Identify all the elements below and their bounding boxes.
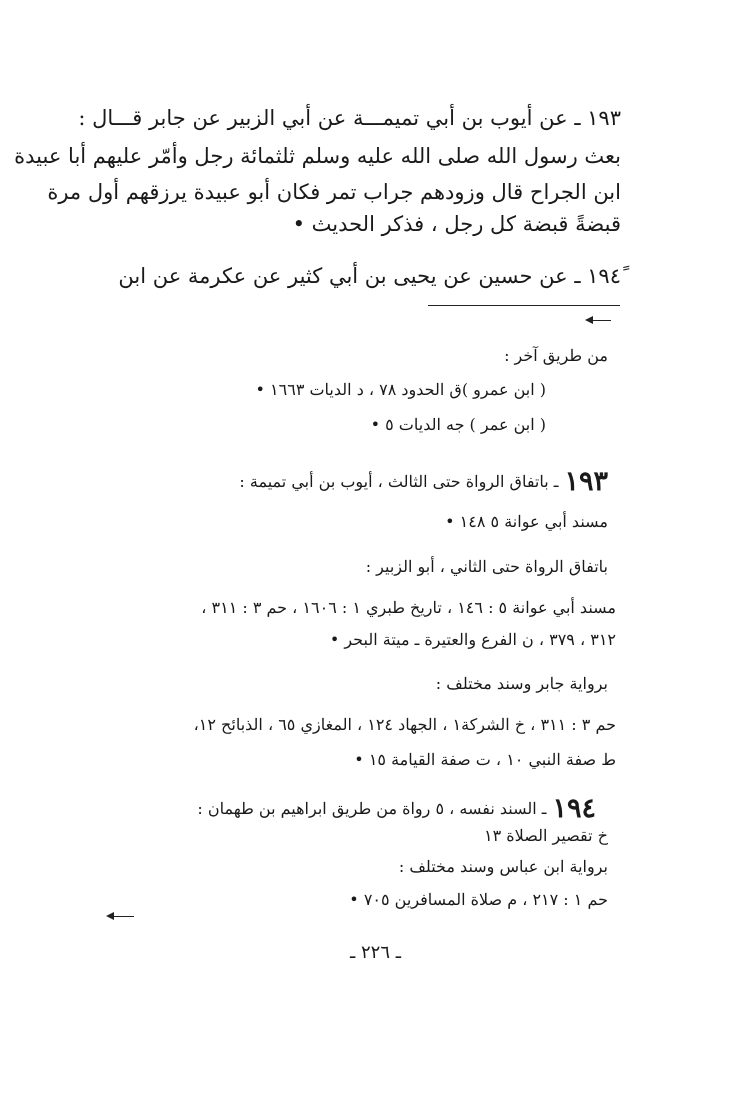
note-abu-awana-2: مسند أبي عوانة ٥ : ١٤٦ ، تاريخ طبري ١ : ١٦٠٦ ، حم ٣ : ٣١١ ،: [201, 598, 616, 617]
note-194-heading: [197, 793, 596, 825]
note-other-route-heading: من طريق آخر :: [504, 346, 608, 365]
footnote-separator: [428, 305, 620, 306]
note-ibn-umar: ( ابن عمر ) جه الديات ٥ •: [370, 415, 546, 434]
note-jabir-heading: برواية جابر وسند مختلف :: [435, 674, 608, 693]
note-second-narrator: باتفاق الرواة حتى الثاني ، أبو الزبير :: [365, 557, 608, 576]
note-ibn-amr: ( ابن عمرو )ق الحدود ٧٨ ، د الديات ١٦٦٣ •: [255, 380, 546, 399]
hadith-193-line-4: قبضةً قبضة كل رجل ، فذكر الحديث •: [292, 212, 621, 236]
hadith-193-line-1: ١٩٣ ـ عن أيوب بن أبي تميمـــة عن أبي الزبير عن جابر قـــال :: [78, 106, 621, 130]
hadith-193-line-2: بعث رسول الله صلى الله عليه وسلم ثلثمائة رجل وأمّر عليهم أبا عبيدة: [14, 144, 621, 168]
note-ibn-abbas-heading: برواية ابن عباس وسند مختلف :: [398, 857, 608, 876]
continuation-arrow-icon: [587, 320, 611, 321]
note-193-number: ١٩٣: [564, 466, 608, 497]
page-number: ـ ٢٢٦ ـ: [349, 942, 401, 963]
note-bukhari-prayer: خ تقصير الصلاة ١٣: [484, 826, 608, 845]
note-abu-awana-1: مسند أبي عوانة ٥ ١٤٨ •: [445, 512, 608, 531]
note-193-text: ـ باتفاق الرواة حتى الثالث ، أيوب بن أبي تميمة :: [239, 472, 559, 491]
continuation-arrow-icon: [108, 916, 134, 917]
hadith-194-line-1: ١٩٤ً ـ عن حسين عن يحيى بن أبي كثير عن عكرمة عن ابن: [118, 264, 621, 288]
note-bukhari-refs: حم ٣ : ٣١١ ، خ الشركة١ ، الجهاد ١٢٤ ، المغازي ٦٥ ، الذبائح ١٢،: [193, 715, 616, 734]
note-194-text: ـ السند نفسه ، ٥ رواة من طريق ابراهيم بن طهمان :: [197, 799, 547, 818]
note-193-heading: [239, 466, 608, 498]
note-tirmidhi-refs: ط صفة النبي ١٠ ، ت صفة القيامة ١٥ •: [354, 750, 616, 769]
note-muslim-refs: حم ١ : ٢١٧ ، م صلاة المسافرين ٧٠٥ •: [349, 890, 608, 909]
note-nasai-refs: ٣١٢ ، ٣٧٩ ، ن الفرع والعتيرة ـ ميتة البحر •: [329, 630, 616, 649]
note-194-number: ١٩٤: [552, 793, 596, 824]
hadith-193-line-3: ابن الجراح قال وزودهم جراب تمر فكان أبو عبيدة يرزقهم أول مرة: [47, 180, 621, 204]
